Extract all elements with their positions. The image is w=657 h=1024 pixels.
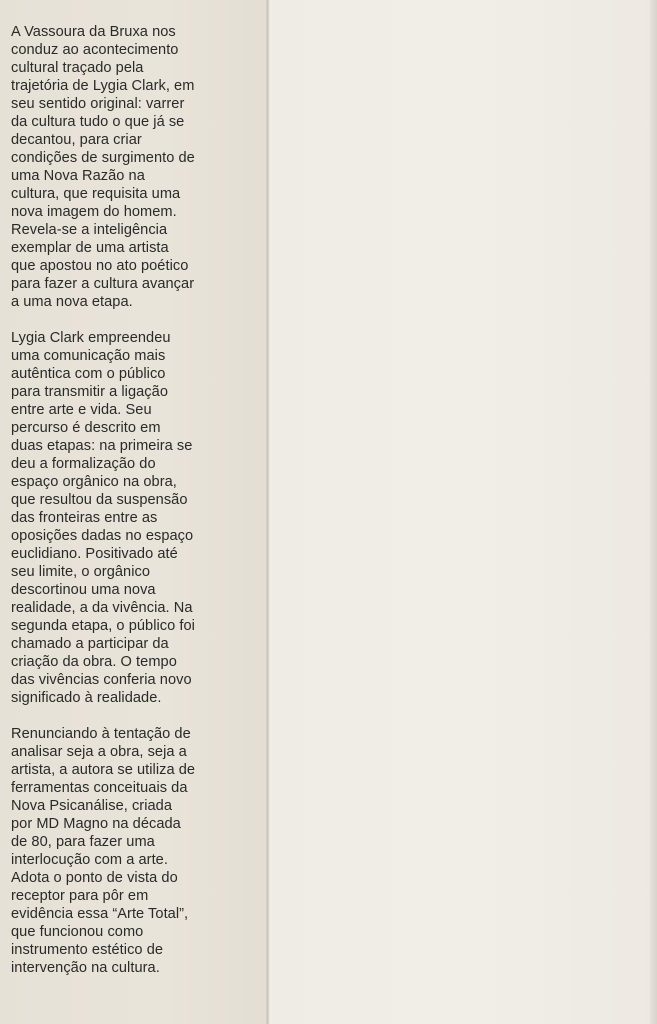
blank-panel	[270, 0, 657, 1024]
fold-line	[266, 0, 269, 1024]
paragraph-intro: A Vassoura da Bruxa nos conduz ao acontecimento cultural traçado pela trajetória de Lygia Clark, em seu sentido original: varrer da cultura tudo o que já se decantou, para criar condições de surgimento de uma Nova Razão na cultura, que requisita uma nova imagem do homem. Revela-se a inteligência exemplar de uma artista que apostou no ato poético para fazer a cultura avançar a uma nova etapa.	[11, 24, 195, 310]
paragraph-method: Renunciando à tentação de analisar seja a obra, seja a artista, a autora se utiliza de ferramentas conceituais da Nova Psicanálise, criada por MD Magno na década de 80, para fazer uma interlocução com a arte. Adota o ponto de vista do receptor para pôr em evidência essa “Arte Total”, que funcionou como instrumento estético de intervenção na cultura.	[11, 726, 196, 976]
back-cover-text	[11, 23, 263, 995]
cover-edge	[650, 0, 657, 1024]
paragraph-trajectory: Lygia Clark empreendeu uma comunicação mais autêntica com o público para transmitir a ligação entre arte e vida. Seu percurso é descrito em duas etapas: na primeira se deu a formalização do espaço orgânico na obra, que resultou da suspensão das fronteiras entre as oposições dadas no espaço euclidiano. Positivado até seu limite, o orgânico descortinou uma nova realidade, a da vivência. Na segunda etapa, o público foi chamado a participar da criação da obra. O tempo das vivências conferia novo significado à realidade.	[11, 330, 195, 706]
